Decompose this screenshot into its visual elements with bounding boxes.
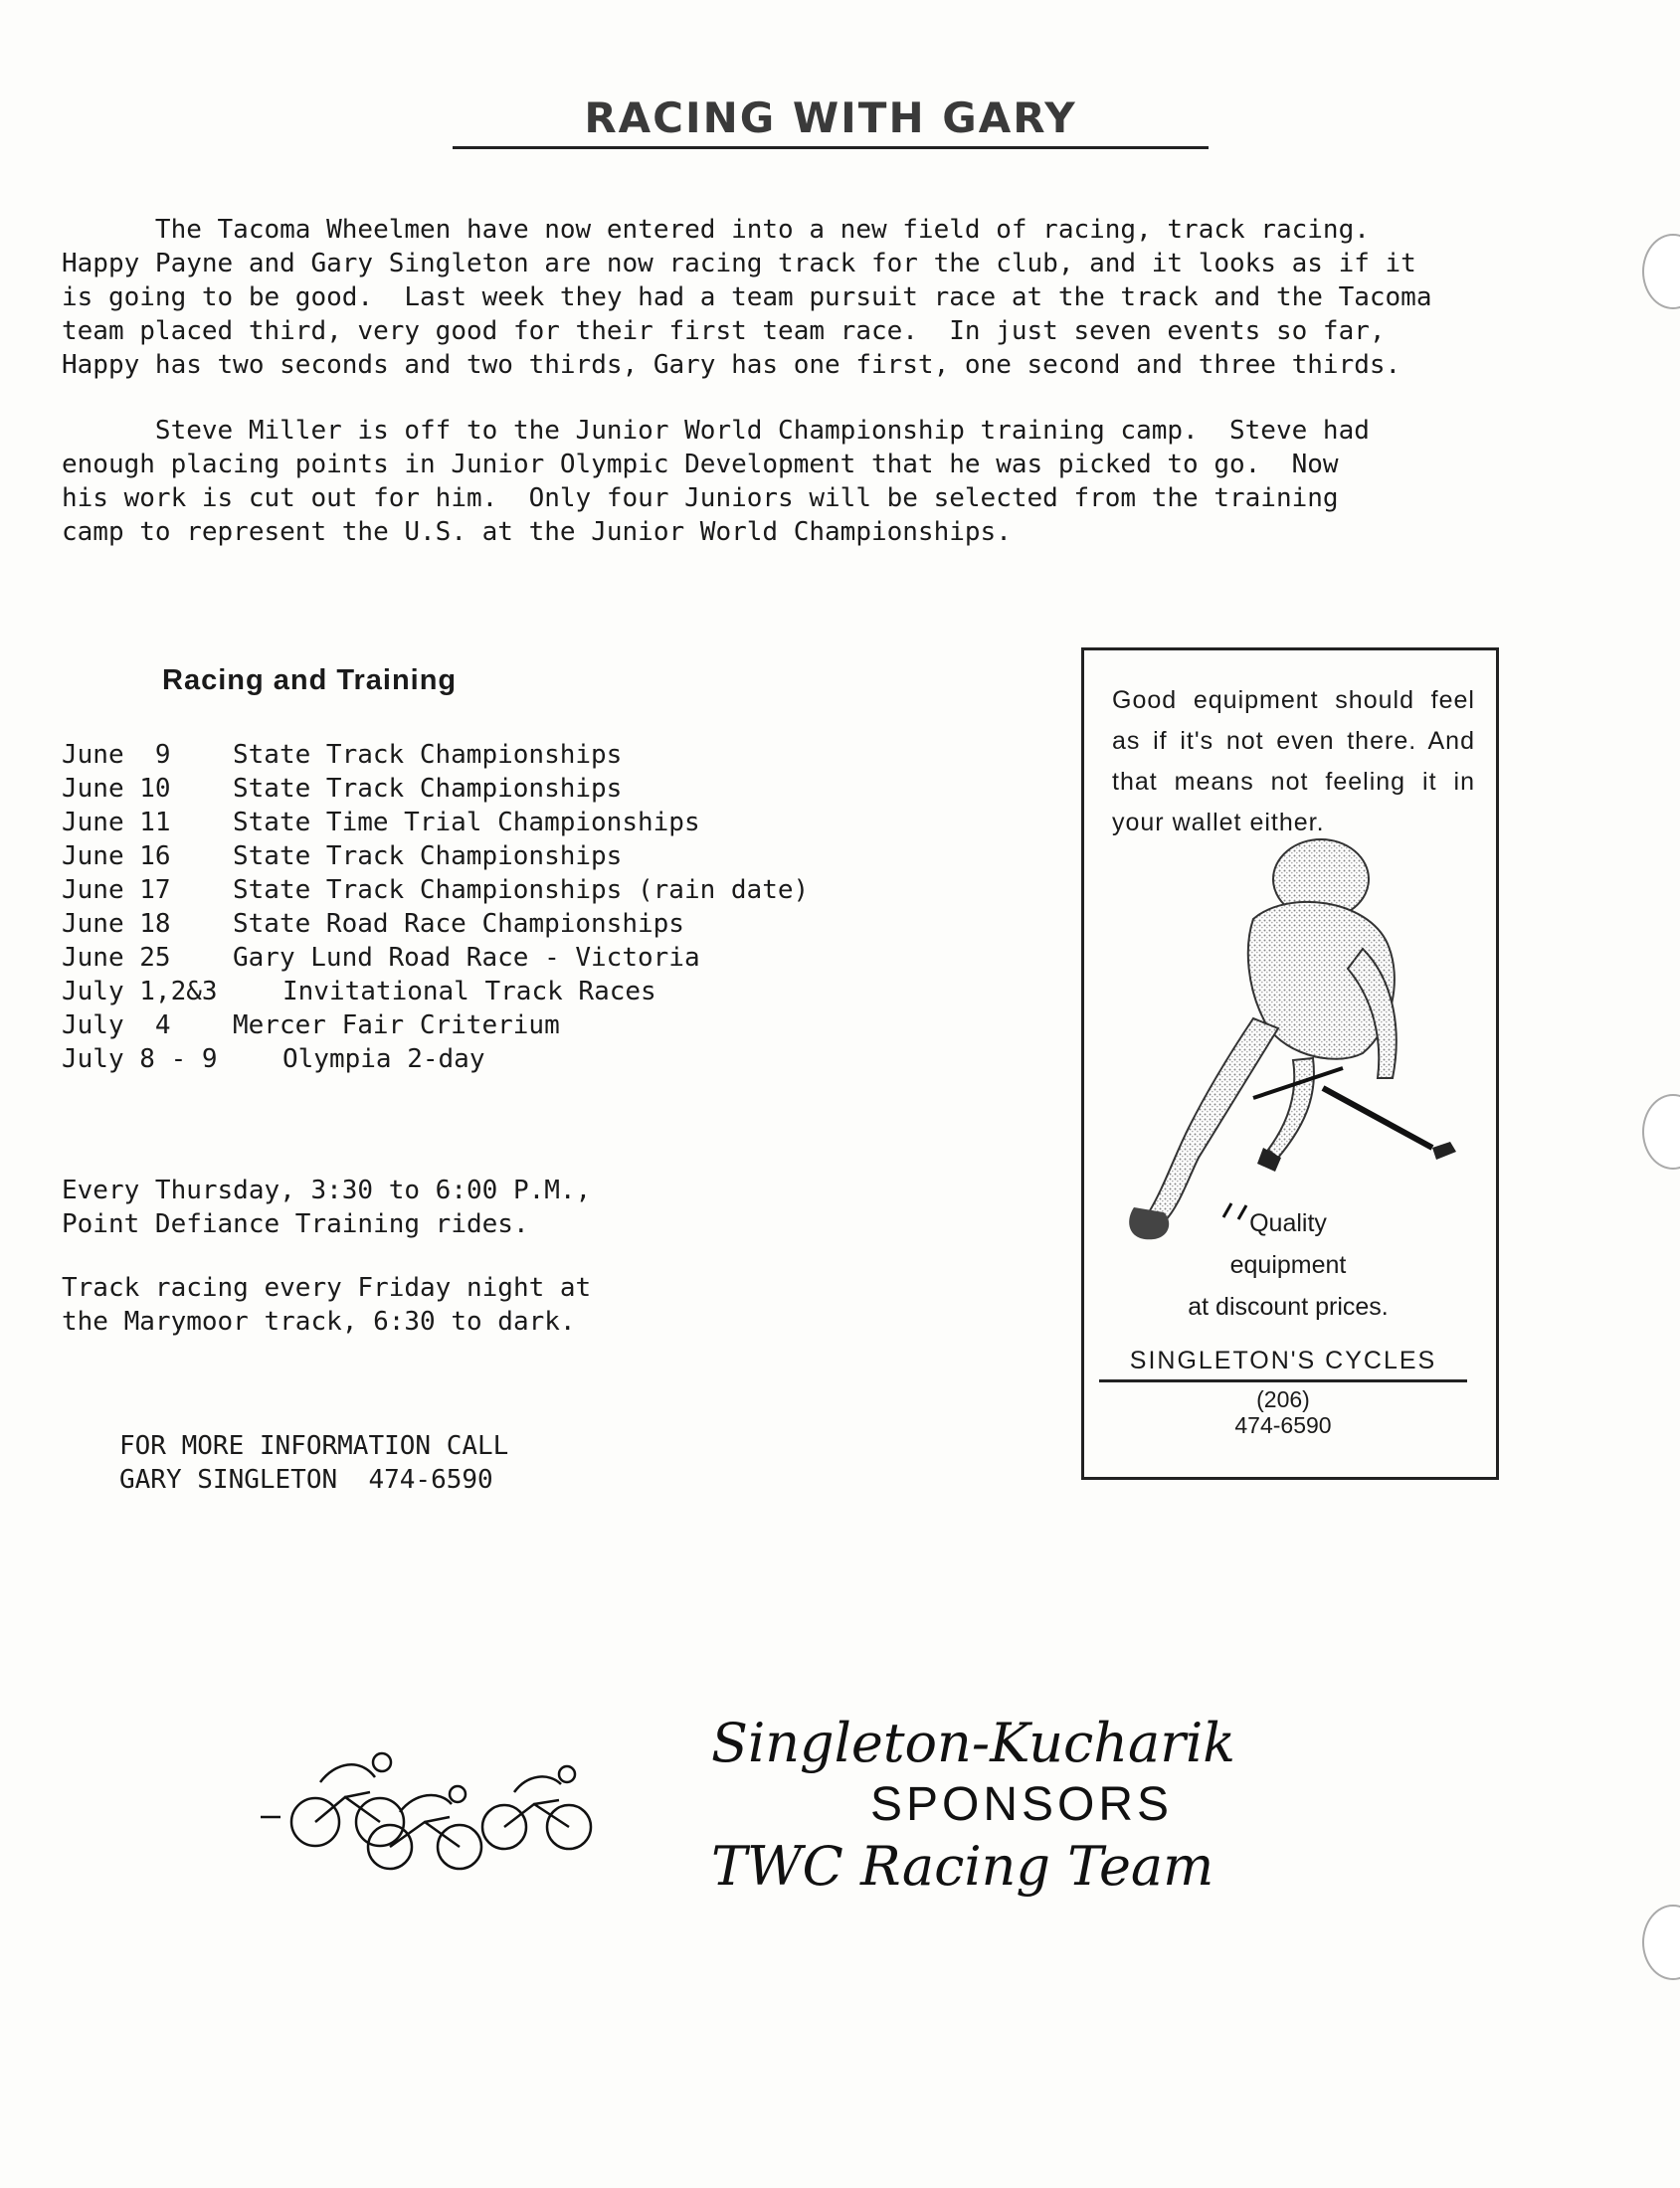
- binder-hole: [1642, 1905, 1680, 1980]
- schedule-date: June 10: [62, 774, 171, 804]
- ad-copy-text: Good equipment should feel as if it's not even there. And that means not feeling it in your wallet either.: [1112, 686, 1475, 836]
- schedule-item: [62, 873, 809, 907]
- schedule-event: State Track Championships: [233, 841, 623, 871]
- shop-name: SINGLETON'S CYCLES: [1099, 1347, 1467, 1382]
- schedule-item: [62, 907, 809, 941]
- sponsor-team: TWC Racing Team: [711, 1835, 1214, 1898]
- schedule-event: Mercer Fair Criterium: [233, 1010, 560, 1040]
- schedule-date: June 9: [62, 740, 171, 770]
- schedule-item: [62, 772, 809, 806]
- schedule-date: July 4: [62, 1010, 171, 1040]
- schedule-date: July 1,2&3: [62, 977, 218, 1006]
- schedule-item: [62, 839, 809, 873]
- article-paragraph-track-racing: The Tacoma Wheelmen have now entered into a new field of racing, track racing. Happy Payne and Gary Singleton are now racing track for the club, and it looks as if it is going to be good. Last week they had a team pursuit race at the track and the Tacoma team placed third, very good for their first team race. In just seven events so far, Happy has two seconds and two thirds, Gary has one first, one second and three thirds.: [62, 215, 1432, 380]
- schedule-event: State Time Trial Championships: [233, 808, 700, 837]
- article-paragraph-steve-miller: Steve Miller is off to the Junior World Championship training camp. Steve had enough placing points in Junior Olympic Development that he was picked to go. Now his work is cut out for him. Only four Juniors will be selected from the training camp to represent the U.S. at the Junior World Championships.: [62, 416, 1370, 547]
- schedule-date: July 8 - 9: [62, 1044, 218, 1074]
- schedule-item: [62, 1008, 809, 1042]
- schedule-item: [62, 941, 809, 975]
- schedule-date: June 11: [62, 808, 171, 837]
- sponsor-label: SPONSORS: [870, 1778, 1174, 1831]
- contact-info: FOR MORE INFORMATION CALL GARY SINGLETON 474-6590: [119, 1431, 509, 1495]
- schedule-event: State Track Championships (rain date): [233, 875, 810, 905]
- schedule-event: Gary Lund Road Race - Victoria: [233, 943, 700, 973]
- schedule-item: [62, 806, 809, 839]
- schedule-date: June 17: [62, 875, 171, 905]
- schedule-event: State Track Championships: [233, 774, 623, 804]
- schedule-date: June 18: [62, 909, 171, 939]
- schedule-item: [62, 738, 809, 772]
- sponsor-names: Singleton-Kucharik: [711, 1712, 1236, 1774]
- singletons-cycles-ad: [1081, 647, 1499, 1480]
- schedule-date: June 25: [62, 943, 171, 973]
- schedule-event: State Track Championships: [233, 740, 623, 770]
- schedule-list: [62, 738, 809, 1076]
- schedule-item: [62, 1042, 809, 1076]
- cyclists-illustration: [261, 1723, 609, 1872]
- schedule-event: State Road Race Championships: [233, 909, 684, 939]
- ad-tagline: Quality equipment at discount prices.: [1188, 1209, 1389, 1321]
- page-title: RACING WITH GARY: [453, 93, 1209, 149]
- sprinting-cyclist-illustration: [1104, 829, 1482, 1247]
- schedule-date: June 16: [62, 841, 171, 871]
- binder-hole: [1642, 234, 1680, 309]
- track-racing-note: Track racing every Friday night at the Marymoor track, 6:30 to dark.: [62, 1273, 592, 1337]
- schedule-item: [62, 975, 809, 1008]
- binder-hole: [1642, 1094, 1680, 1170]
- schedule-event: Olympia 2-day: [282, 1044, 485, 1074]
- shop-phone: (206) 474-6590: [1234, 1386, 1332, 1438]
- training-rides-note: Every Thursday, 3:30 to 6:00 P.M., Point Defiance Training rides.: [62, 1176, 592, 1239]
- schedule-heading: Racing and Training: [162, 664, 458, 696]
- schedule-event: Invitational Track Races: [282, 977, 656, 1006]
- sponsor-handwriting: [711, 1713, 1328, 1898]
